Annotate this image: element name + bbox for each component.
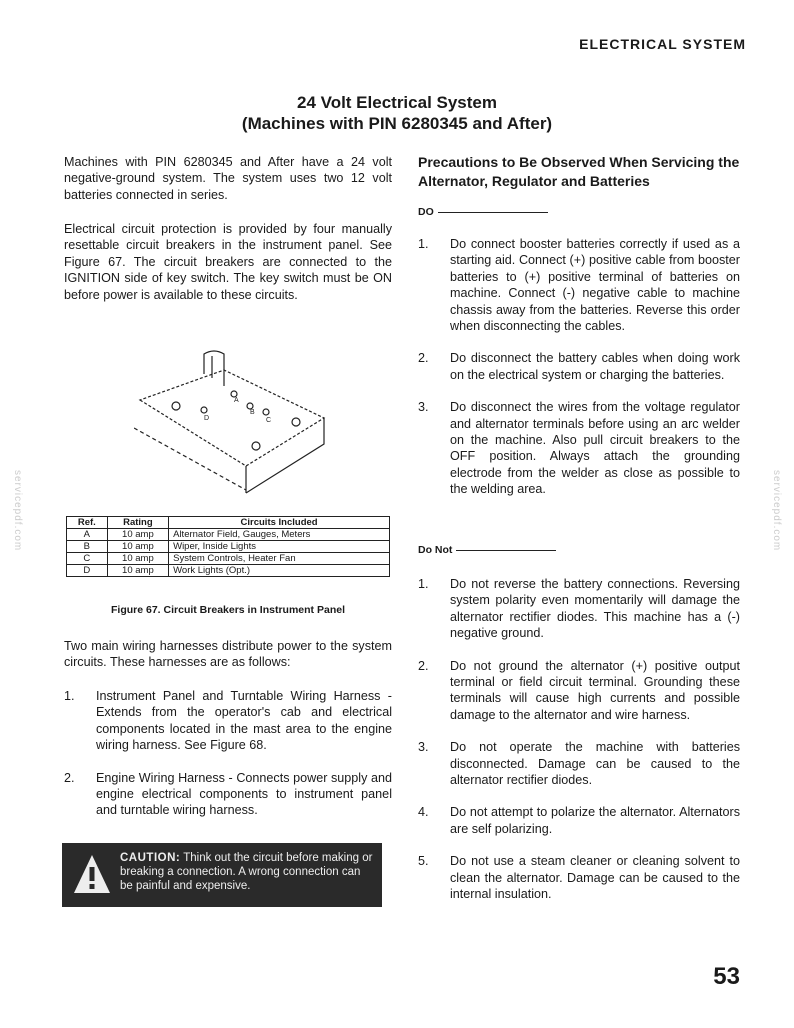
do-not-label: Do Not (418, 544, 740, 556)
list-item (418, 804, 740, 837)
page-title (0, 92, 794, 134)
list-item-text: Do disconnect the battery cables when doing work on the electrical system or charging the batteries. (450, 351, 740, 382)
list-item-text: Do connect booster batteries correctly if used as a starting aid. Connect (+) positive cable from booster batteries to (+) positive terminal of batteries on machine. Connect (-) negative cable to machine chassis away from the batteries. Reverse this order when disconnecting the cables. (450, 237, 740, 334)
table-cell: D (67, 565, 108, 577)
list-item (64, 688, 392, 754)
table-cell: 10 amp (107, 553, 168, 565)
protection-paragraph: Electrical circuit protection is provided by four manually resettable circuit breakers in the instrument panel. See Figure 67. The circuit breakers are connected to the IGNITION side of key switch. The key switch must be ON before power is available to these circuits. (64, 222, 392, 302)
table-cell: Alternator Field, Gauges, Meters (169, 529, 390, 541)
table-row (67, 565, 390, 577)
list-item-text: Do not attempt to polarize the alternator. Alternators are self polarizing. (450, 805, 740, 836)
page-title-line2: (Machines with PIN 6280345 and After) (241, 114, 553, 133)
list-item-text: Do disconnect the wires from the voltage regulator and alternator terminals before using an arc welder on the machine. Also pull circuit breakers to the OFF position. Always attach the grounding electrode from the welder as close as possible to the welding area. (450, 400, 740, 497)
warning-triangle-icon (72, 853, 112, 897)
table-header-row (67, 517, 390, 529)
list-item-number: 1. (418, 577, 429, 591)
list-item-number: 3. (418, 400, 429, 415)
table-cell: System Controls, Heater Fan (169, 553, 390, 565)
table-cell: B (67, 541, 108, 553)
harness-intro-paragraph: Two main wiring harnesses distribute power to the system circuits. These harnesses are as follows: (64, 639, 392, 670)
table-cell: 10 amp (107, 541, 168, 553)
list-item-number: 2. (418, 658, 429, 673)
table-cell: C (67, 553, 108, 565)
circuit-breaker-table (66, 516, 390, 577)
list-item (418, 853, 740, 902)
caution-message: Think out the circuit before making or breaking a connection. A wrong connection can be painful and expensive. (120, 852, 373, 892)
watermark-left: servicepdf.com (12, 470, 23, 552)
figure-label-c: C (266, 417, 272, 424)
list-item-text: Do not ground the alternator (+) positive output terminal or field circuit terminal. Grounding these terminals will cause high currents and possible damage to the alternator and wire harness. (450, 658, 740, 722)
page-title-line1: 24 Volt Electrical System (296, 93, 497, 112)
list-item (64, 770, 392, 819)
list-item (418, 576, 740, 642)
table-cell: Wiper, Inside Lights (169, 541, 390, 553)
watermark-right: servicepdf.com (771, 470, 782, 552)
table-cell: A (67, 529, 108, 541)
caution-box (62, 843, 382, 907)
table-cell: 10 amp (107, 529, 168, 541)
figure-label-d: D (204, 415, 210, 422)
column-header: Rating (107, 517, 168, 529)
list-item-text: Engine Wiring Harness - Connects power supply and engine electrical components to instrument panel and turntable wiring harness. (96, 770, 392, 818)
list-item (418, 739, 740, 788)
list-item-number: 1. (418, 237, 429, 251)
table-cell: 10 amp (107, 565, 168, 577)
list-item-text: Do not operate the machine with batteries disconnected. Damage can be caused to the alternator rectifier diodes. (450, 740, 740, 788)
do-list (418, 236, 740, 498)
list-item (418, 399, 740, 497)
figure-label-b: B (250, 409, 255, 416)
list-item (418, 236, 740, 334)
table-row (67, 529, 390, 541)
column-header: Circuits Included (169, 517, 390, 529)
circuit-breaker-panel-figure (134, 348, 334, 496)
list-item-number: 2. (64, 770, 75, 785)
precautions-heading: Precautions to Be Observed When Servicing the Alternator, Regulator and Batteries (418, 154, 740, 189)
table-row (67, 553, 390, 565)
caution-label: CAUTION: (120, 852, 181, 864)
figure-label-a: A (234, 397, 239, 404)
do-label: DO (418, 206, 740, 218)
list-item-text: Do not reverse the battery connections. Reversing system polarity even momentarily will damage the alternator rectifier diodes. This machine has a (-) negative ground. (450, 577, 740, 641)
list-item-number: 2. (418, 351, 429, 366)
do-not-list (418, 576, 740, 903)
table-cell: Work Lights (Opt.) (169, 565, 390, 577)
list-item (418, 658, 740, 724)
harness-list (64, 688, 392, 819)
intro-paragraph: Machines with PIN 6280345 and After have a 24 volt negative-ground system. The system uses two 12 volt batteries connected in series. (64, 155, 392, 202)
list-item-text: Instrument Panel and Turntable Wiring Harness - Extends from the operator's cab and electrical components located in the mast area to the engine wiring harness. See Figure 68. (96, 689, 392, 753)
figure-caption: Figure 67. Circuit Breakers in Instrument Panel (111, 604, 345, 616)
table-row (67, 541, 390, 553)
list-item-number: 4. (418, 805, 429, 820)
list-item (418, 350, 740, 383)
page-number: 53 (713, 963, 740, 990)
list-item-number: 3. (418, 740, 429, 755)
list-item-number: 1. (64, 689, 75, 703)
column-header: Ref. (67, 517, 108, 529)
caution-text (120, 851, 376, 893)
list-item-text: Do not use a steam cleaner or cleaning solvent to clean the alternator. Damage can be caused to the internal insulation. (450, 854, 740, 902)
running-header: ELECTRICAL SYSTEM (579, 36, 746, 52)
list-item-number: 5. (418, 854, 429, 869)
